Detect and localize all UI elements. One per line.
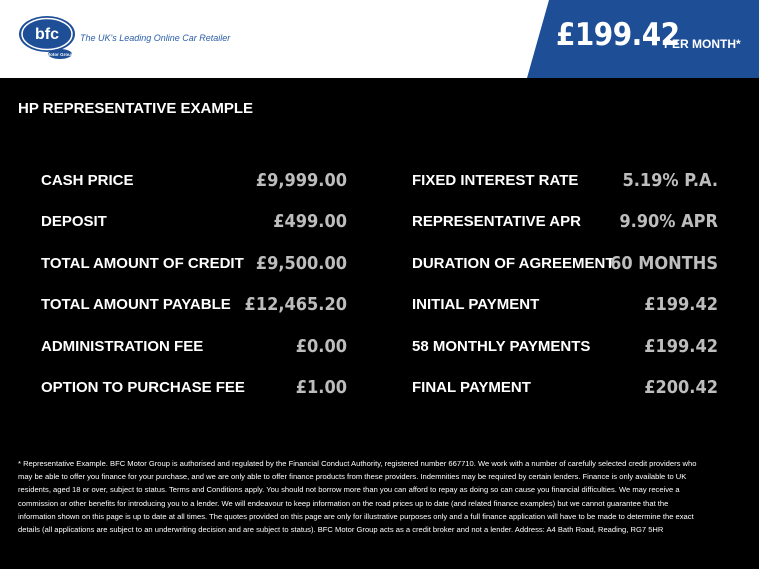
logo-subtext: Motor Group	[46, 52, 74, 57]
row-value: £9,999.00	[255, 170, 347, 191]
row-value: 9.90% APR	[619, 211, 718, 232]
row-label: OPTION TO PURCHASE FEE	[41, 379, 245, 396]
row-value: £199.42	[644, 294, 718, 315]
row-label: FIXED INTEREST RATE	[412, 172, 579, 189]
row-value: 60 MONTHS	[610, 253, 718, 274]
row-label: FINAL PAYMENT	[412, 379, 531, 396]
row-label: DURATION OF AGREEMENT	[412, 255, 615, 272]
row-label: TOTAL AMOUNT PAYABLE	[41, 296, 231, 313]
monthly-price: £199.42	[556, 17, 680, 53]
row-label: CASH PRICE	[41, 172, 134, 189]
row-value: £0.00	[295, 336, 347, 357]
logo-text: bfc	[35, 26, 59, 43]
row-label: ADMINISTRATION FEE	[41, 338, 204, 355]
monthly-price-suffix: PER MONTH*	[664, 37, 741, 51]
row-value: £499.00	[273, 211, 347, 232]
header-bar	[0, 0, 759, 78]
bfc-logo[interactable]	[18, 14, 78, 62]
row-label: TOTAL AMOUNT OF CREDIT	[41, 255, 244, 272]
row-value: £199.42	[644, 336, 718, 357]
tagline: The UK's Leading Online Car Retailer	[80, 33, 231, 43]
row-value: £1.00	[295, 377, 347, 398]
row-label: DEPOSIT	[41, 213, 107, 230]
legal-footnote: * Representative Example. BFC Motor Group is authorised and regulated by the Financial Conduct Authority, registered number 667710. We work with a number of carefully selected credit providers who may be able to offer you finance for your purchase, and we are only able to offer finance products from these providers. Indemnities may be required by certain lenders. Finance is only available to UK residents, aged 18 or over, subject to status. Terms and Conditions apply. You should not borrow more than you can afford to repay as doing so can cause you financial difficulties. We may receive a commission or other benefits for introducing you to a lender. We will endeavour to keep information on the road prices up to date (and related finance examples) but we cannot guarantee that the information shown on this page is up to date at all times. The quotes provided on this page are only for illustrative purposes only and a full finance application will have to be made to determine the exact details (all applications are subject to an underwriting decision and are subject to status). BFC Motor Group acts as a credit broker and not a lender. Address: A4 Bath Road, Reading, RG7 5HR	[18, 459, 697, 535]
row-value: £12,465.20	[244, 294, 347, 315]
row-value: £200.42	[644, 377, 718, 398]
row-label: INITIAL PAYMENT	[412, 296, 540, 313]
row-value: £9,500.00	[255, 253, 347, 274]
row-value: 5.19% P.A.	[622, 170, 718, 191]
section-title: HP REPRESENTATIVE EXAMPLE	[18, 100, 254, 117]
row-label: REPRESENTATIVE APR	[412, 213, 581, 230]
row-label: 58 MONTHLY PAYMENTS	[412, 338, 591, 355]
